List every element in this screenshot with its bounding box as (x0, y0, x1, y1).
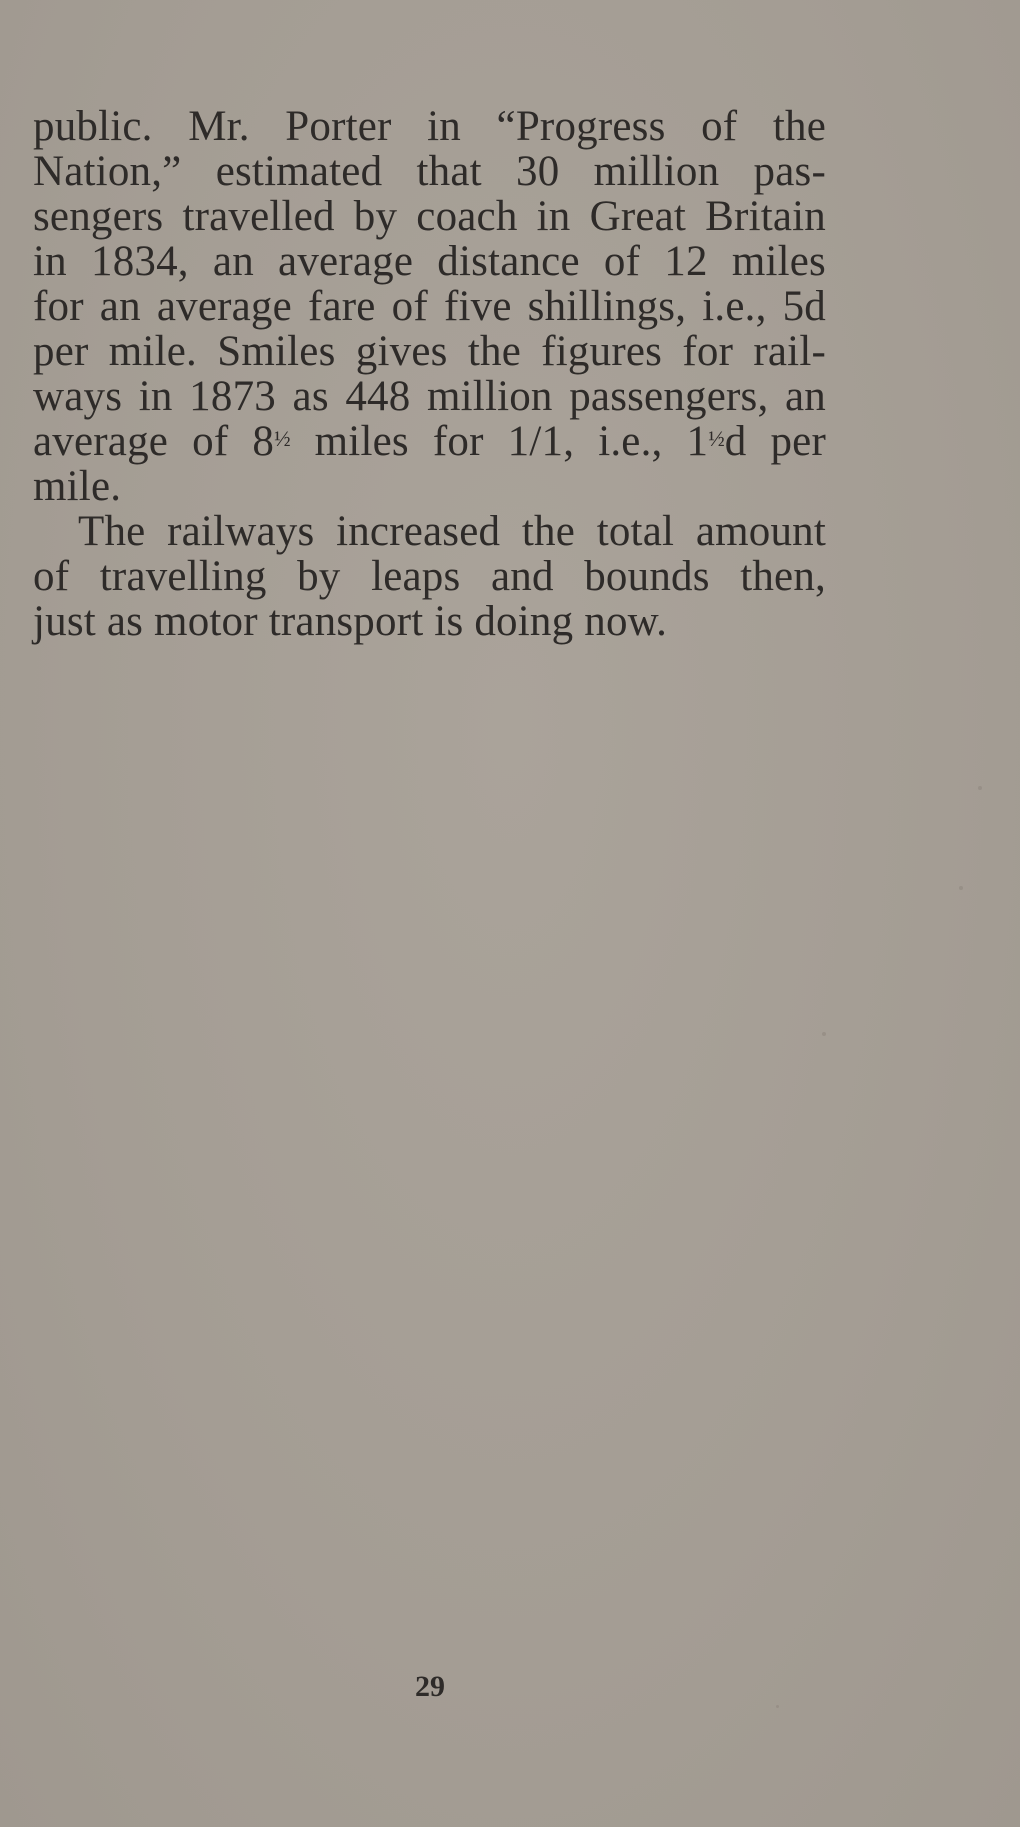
fraction-half: ½ (274, 426, 291, 451)
text-line: ways in 1873 as 448 million passengers, an (33, 373, 826, 420)
body-text (33, 104, 826, 644)
page-number: 29 (415, 1670, 445, 1703)
text-line: sengers travelled by coach in Great Britain (33, 193, 826, 240)
text-line: just as motor transport is doing now. (33, 598, 668, 645)
text-segment: average of 8 (33, 418, 275, 465)
text-segment: d per (724, 418, 826, 465)
text-segment: miles for 1/1, i.e., 1 (290, 418, 709, 465)
text-line-with-fractions (33, 419, 826, 464)
paper-speck (776, 1705, 779, 1708)
text-line: Nation,” estimated that 30 million pas- (33, 148, 826, 195)
text-line: of travelling by leaps and bounds then, (33, 553, 826, 600)
text-line: in 1834, an average distance of 12 miles (33, 238, 826, 285)
paper-speck (959, 886, 963, 890)
text-line: for an average fare of five shillings, i.e., 5d (33, 283, 826, 330)
text-line: per mile. Smiles gives the figures for rail- (33, 328, 826, 375)
paper-speck (978, 786, 982, 790)
text-line: public. Mr. Porter in “Progress of the (33, 103, 826, 150)
fraction-half: ½ (708, 426, 725, 451)
text-line: The railways increased the total amount (78, 508, 826, 555)
text-line: mile. (33, 463, 122, 510)
paper-speck (822, 1032, 826, 1036)
